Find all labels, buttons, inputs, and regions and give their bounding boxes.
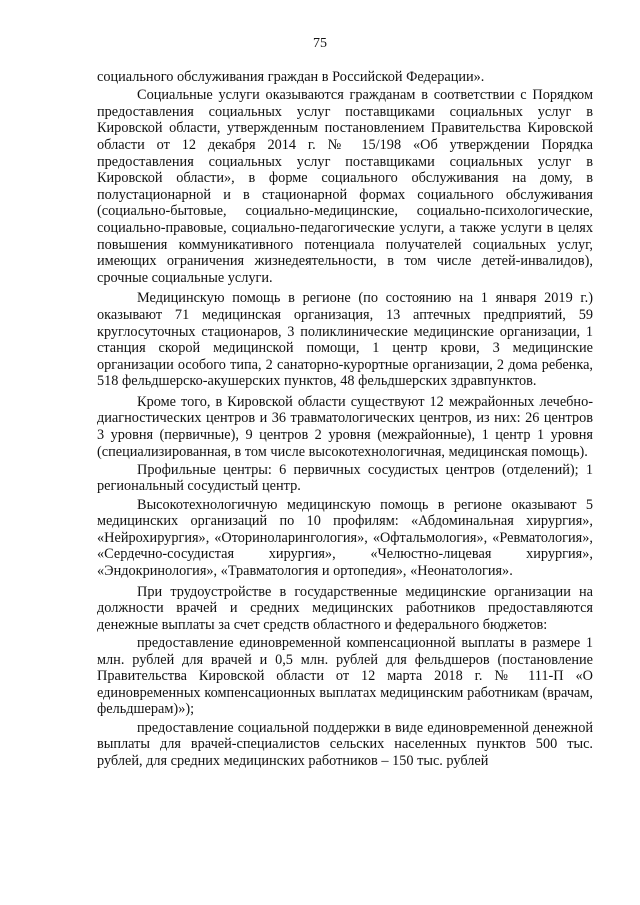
paragraph-diagnostic-centers: Кроме того, в Кировской области существуют 12 межрайонных лечебно-диагностических центров и 36 травматологических центров, из них: 26 центров 3 уровня (первичные), 9 центров 2 уровня (межрайонные), 1 центр 1 уровня (специализированная, в том числе высокотехнологичная, медицинская помощь). — [97, 393, 593, 460]
paragraph-compensation-payment: предоставление единовременной компенсационной выплаты в размере 1 млн. рублей для врачей и 0,5 млн. рублей для фельдшеров (постановление Правительства Кировской области от 12 марта 2018 г. № 111-П «О единовременных компенсационных выплатах медицинским работникам (врачам, фельдшерам)»); — [97, 634, 593, 718]
body-text — [97, 69, 593, 771]
paragraph-vascular-centers: Профильные центры: 6 первичных сосудистых центров (отделений); 1 региональный сосудистый центр. — [97, 461, 593, 495]
paragraph-employment-payments: При трудоустройстве в государственные медицинские организации на должности врачей и средних медицинских работников предоставляются денежные выплаты за счет средств областного и федерального бюджетов: — [97, 583, 593, 633]
page-number: 75 — [313, 36, 327, 51]
paragraph-medical-organizations: Медицинскую помощь в регионе (по состоянию на 1 января 2019 г.) оказывают 71 медицинская организация, 13 аптечных предприятий, 59 круглосуточных стационаров, 3 поликлинические медицинские организации, 1 станция скорой медицинской помощи, 1 центр крови, 3 медицинские организации особого типа, 2 санаторно-курортные организации, 2 дома ребенка, 518 фельдшерско-акушерских пунктов, 48 фельдшерских здравпунктов. — [97, 290, 593, 390]
paragraph-social-services-order: Социальные услуги оказываются гражданам в соответствии с Порядком предоставления социальных услуг поставщиками социальных услуг в Кировской области, утвержденным постановлением Правительства Кировской области от 12 декабря 2014 г. № 15/198 «Об утверждении Порядка предоставления социальных услуг поставщиками социальных услуг в Кировской области», в форме социального обслуживания на дому, в полустационарной и в стационарной формах социального обслуживания (социально-бытовые, социально-медицинские, социально-психологические, социально-правовые, социально-педагогические услуги, а также услуги в целях повышения коммуникативного потенциала получателей социальных услуг, имеющих ограничения жизнедеятельности, в том числе детей-инвалидов), срочные социальные услуги. — [97, 87, 593, 286]
paragraph-social-services-law-end: социального обслуживания граждан в Российской Федерации». — [97, 69, 485, 85]
paragraph-social-support-payment: предоставление социальной поддержки в виде единовременной денежной выплаты для врачей-специалистов сельских населенных пунктов 500 тыс. рублей, для средних медицинских работников – 150 тыс. рублей — [97, 719, 593, 769]
paragraph-high-tech-care: Высокотехнологичную медицинскую помощь в регионе оказывают 5 медицинских организаций по 10 профилям: «Абдоминальная хирургия», «Нейрохирургия», «Оториноларингология», «Офтальмология», «Ревматология», «Сердечно-сосудистая хирургия», «Челюстно-лицевая хирургия», «Эндокринология», «Травматология и ортопедия», «Неонатология». — [97, 496, 593, 579]
